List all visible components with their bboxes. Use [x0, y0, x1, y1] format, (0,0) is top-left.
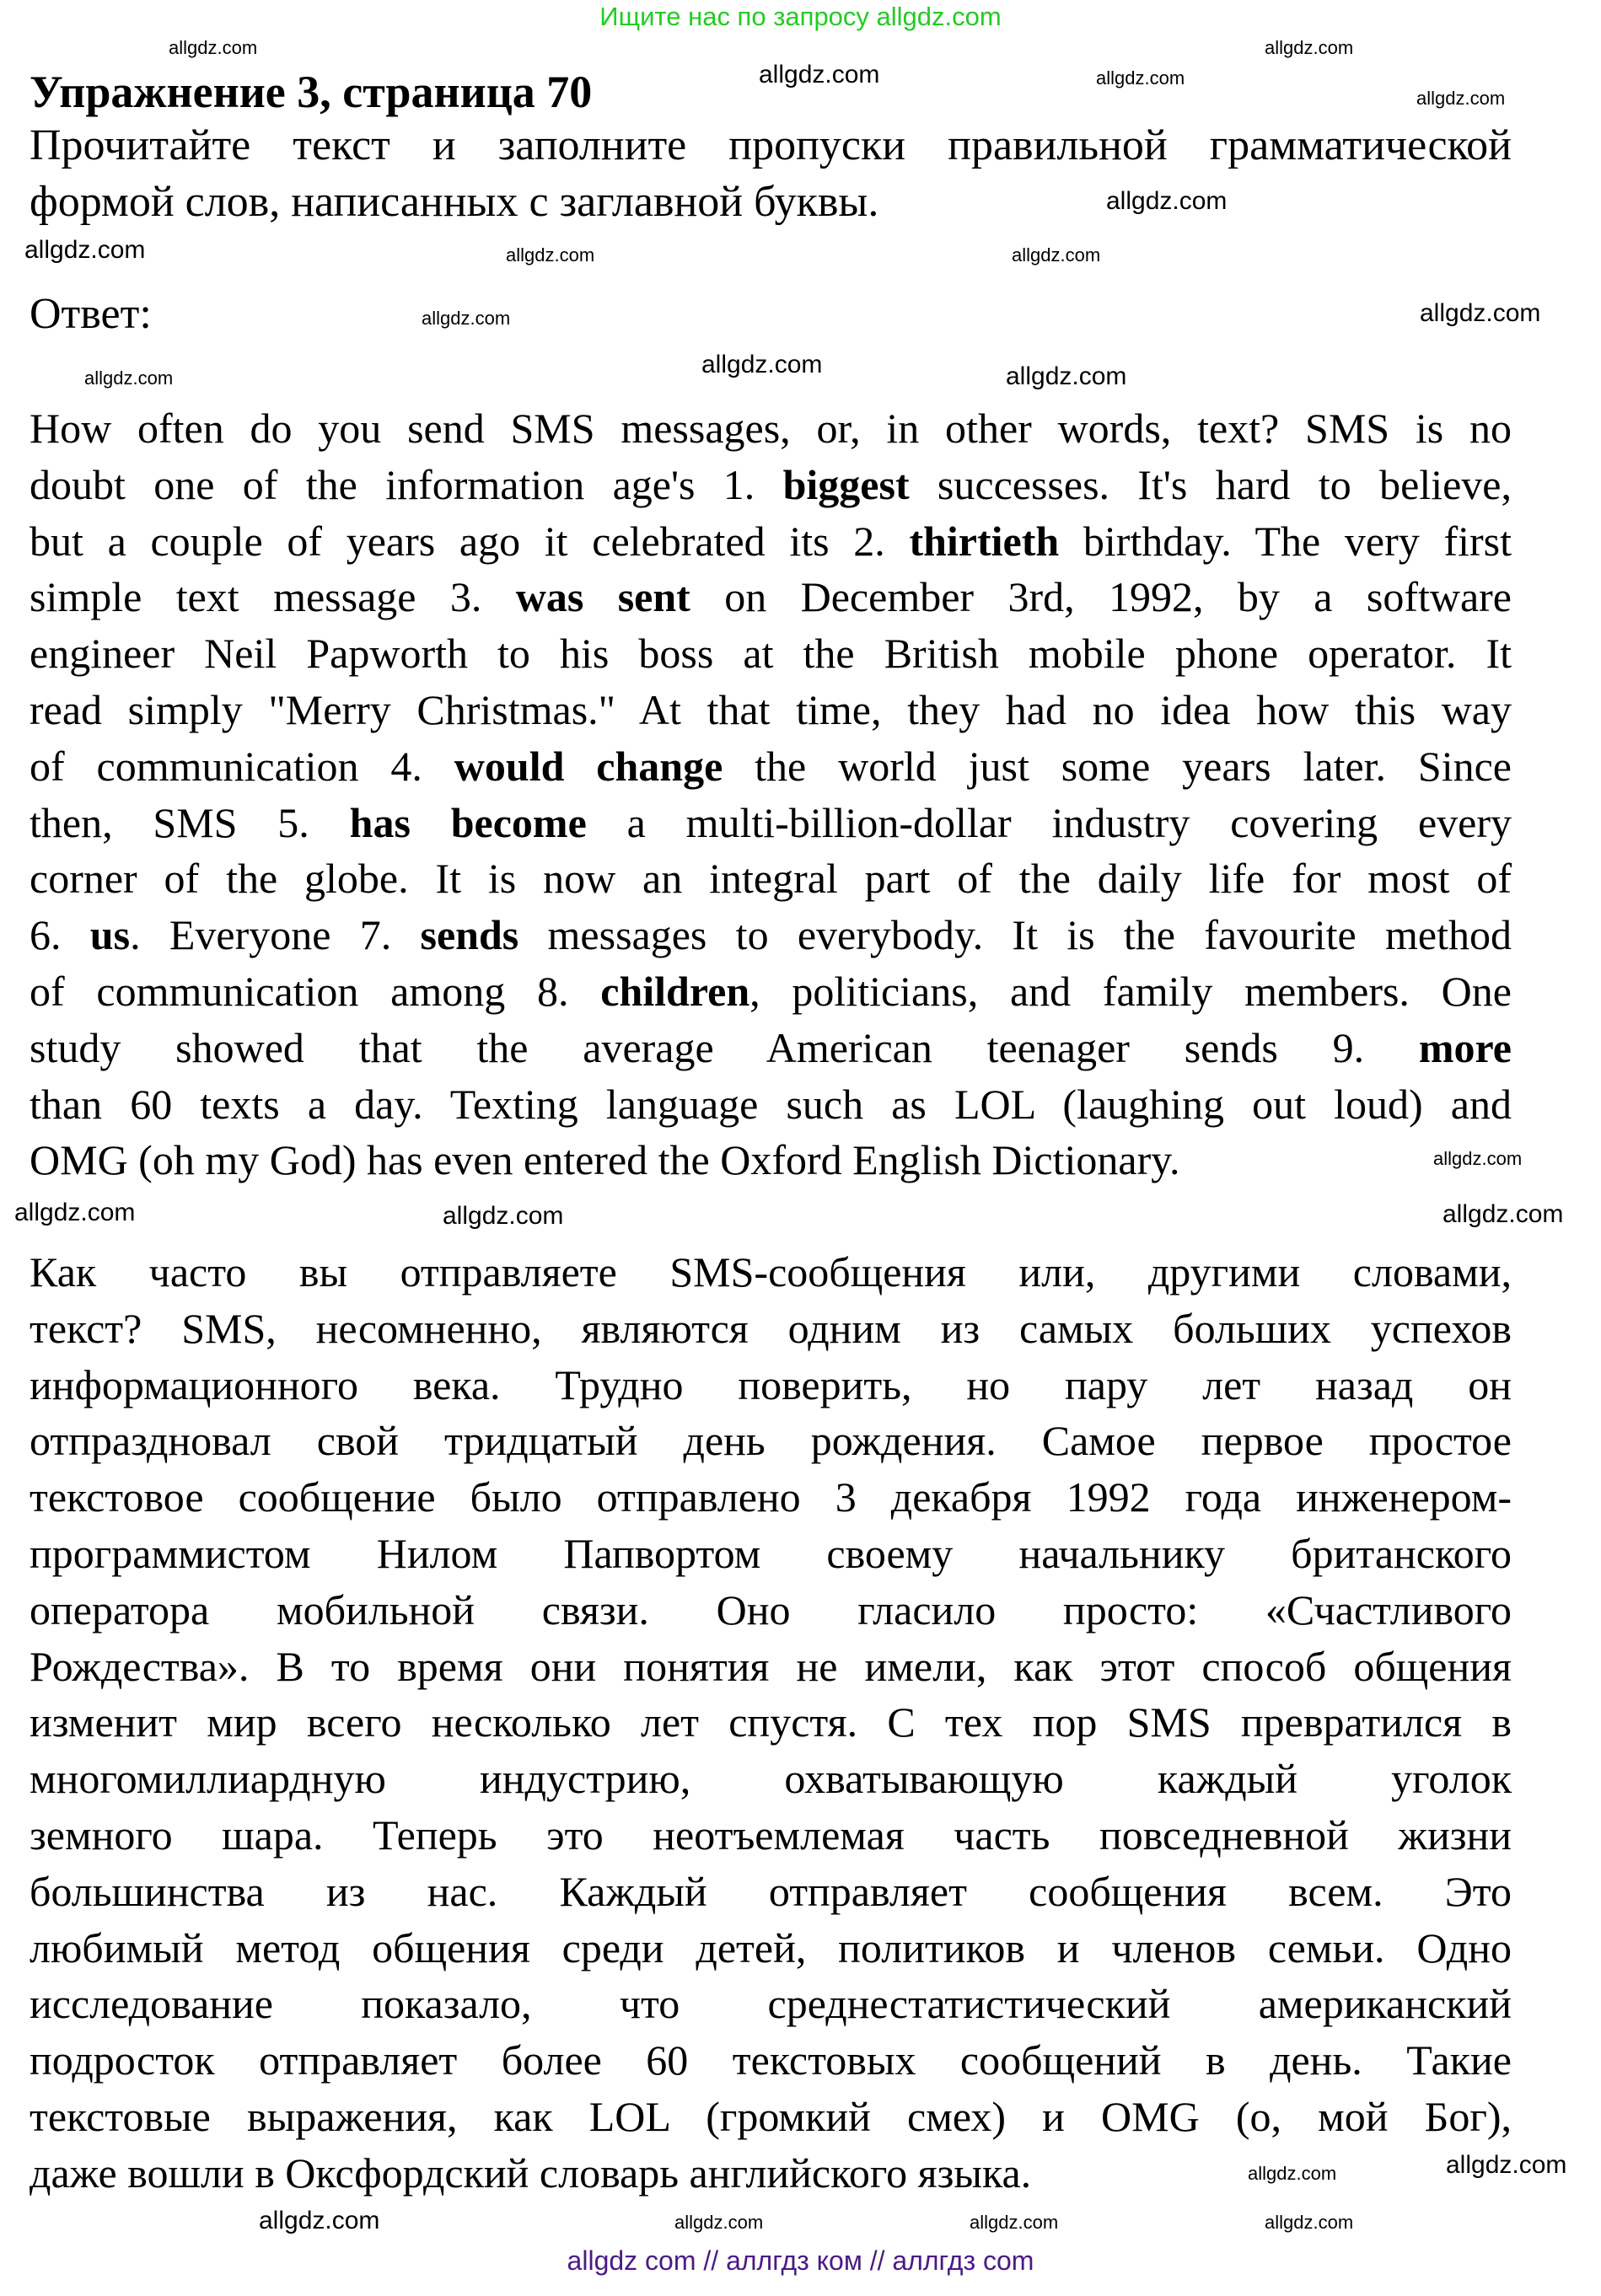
- text-line: [30, 1244, 1512, 1301]
- text-segment: , politicians, and family members. One: [749, 967, 1512, 1015]
- russian-translation-text: [30, 1244, 1512, 2202]
- text-line-content: [30, 457, 1512, 513]
- text-segment: of communication 4.: [30, 742, 454, 790]
- watermark: allgdz.com: [1265, 37, 1354, 58]
- text-line-content: [30, 569, 1512, 625]
- text-segment: corner of the globe. It is now an integral part of the daily life for most of: [30, 855, 1512, 903]
- text-line-content: [30, 625, 1512, 682]
- text-segment: текстовое сообщение было отправлено 3 декабря 1992 года инженером-: [30, 1473, 1512, 1521]
- text-segment: исследование показало, что среднестатистический американский: [30, 1980, 1512, 2028]
- text-segment: study showed that the average American teenager sends 9.: [30, 1023, 1419, 1071]
- text-segment: OMG (oh my God) has even entered the Oxford English Dictionary.: [30, 1136, 1180, 1184]
- watermark: allgdz.com: [506, 244, 595, 266]
- text-segment: successes. It's hard to believe,: [909, 460, 1512, 508]
- text-line-content: [30, 963, 1512, 1020]
- answer-word: would change: [454, 742, 723, 790]
- text-segment: on December 3rd, 1992, by a software: [690, 573, 1512, 621]
- text-line: [30, 1976, 1512, 2032]
- watermark: allgdz.com: [14, 1199, 136, 1226]
- text-line: [30, 457, 1512, 513]
- text-line: [30, 963, 1512, 1020]
- text-line-content: [30, 1076, 1512, 1133]
- answer-label: Ответ:: [30, 290, 152, 338]
- text-line-content: [30, 1639, 1512, 1695]
- text-line: [30, 400, 1512, 457]
- answer-word: more: [1418, 1023, 1512, 1071]
- text-segment: программистом Нилом Папвортом своему начальнику британского: [30, 1529, 1512, 1577]
- text-line-content: [30, 1864, 1512, 1920]
- text-segment: engineer Neil Papworth to his boss at the British mobile phone operator. It: [30, 630, 1512, 678]
- watermark: allgdz.com: [701, 351, 823, 378]
- footer-links[interactable]: allgdz com // аллгдз ком // аллгдз com: [567, 2245, 1034, 2276]
- text-segment: doubt one of the information age's 1.: [30, 460, 783, 508]
- text-line: [30, 174, 1512, 231]
- text-line: [30, 1020, 1512, 1076]
- watermark: allgdz.com: [1443, 1200, 1564, 1228]
- text-line-content: [30, 1582, 1512, 1639]
- text-segment: birthday. The very first: [1059, 517, 1512, 565]
- watermark: allgdz.com: [422, 308, 511, 329]
- text-line: [30, 1751, 1512, 1807]
- watermark: allgdz.com: [759, 61, 880, 89]
- text-line-content: [30, 795, 1512, 851]
- watermark: allgdz.com: [1106, 187, 1228, 215]
- text-segment: but a couple of years ago it celebrated its 2.: [30, 517, 910, 565]
- text-line: [30, 2089, 1512, 2145]
- text-segment: Как часто вы отправляете SMS-сообщения или, другими словами,: [30, 1248, 1512, 1296]
- text-line: [30, 1469, 1512, 1526]
- text-line: [30, 1864, 1512, 1920]
- text-segment: любимый метод общения среди детей, политиков и членов семьи. Одно: [30, 1923, 1512, 1971]
- answer-word: was sent: [515, 573, 690, 621]
- text-segment: . Everyone 7.: [130, 911, 421, 959]
- text-line: [30, 513, 1512, 570]
- watermark: allgdz.com: [259, 2207, 380, 2234]
- text-line: [30, 118, 1512, 174]
- text-line-content: [30, 907, 1512, 963]
- text-line: [30, 1301, 1512, 1357]
- text-line: [30, 1920, 1512, 1977]
- answer-word: thirtieth: [909, 517, 1060, 565]
- text-line-content: [30, 513, 1512, 570]
- text-line-content: [30, 1976, 1512, 2032]
- text-line: [30, 1357, 1512, 1414]
- watermark: allgdz.com: [1416, 88, 1506, 109]
- watermark: allgdz.com: [24, 236, 146, 264]
- text-segment: messages to everybody. It is the favourite method: [518, 911, 1512, 959]
- text-line-content: [30, 2145, 1031, 2202]
- text-line-content: [30, 850, 1512, 907]
- text-segment: the world just some years later. Since: [723, 742, 1512, 790]
- text-segment: информационного века. Трудно поверить, но пару лет назад он: [30, 1360, 1512, 1408]
- text-line-content: [30, 2032, 1512, 2089]
- text-line: [30, 625, 1512, 682]
- text-segment: 6.: [30, 911, 90, 959]
- text-line: [30, 1413, 1512, 1469]
- text-line-content: [30, 1751, 1512, 1807]
- text-line: [30, 682, 1512, 738]
- instruction-text: [30, 118, 1512, 231]
- text-line: [30, 795, 1512, 851]
- answer-word: sends: [420, 911, 519, 959]
- top-banner-link[interactable]: Ищите нас по запросу allgdz.com: [599, 2, 1002, 31]
- text-segment: How often do you send SMS messages, or, in other words, text? SMS is no: [30, 405, 1512, 452]
- text-segment: a multi-billion-dollar industry covering every: [586, 798, 1512, 846]
- text-line: [30, 1807, 1512, 1864]
- text-line: [30, 1582, 1512, 1639]
- text-line-content: [30, 1920, 1512, 1977]
- answer-word: children: [600, 967, 750, 1015]
- text-line: [30, 907, 1512, 963]
- watermark: allgdz.com: [674, 2212, 764, 2233]
- english-answer-text: [30, 400, 1512, 1188]
- text-line-content: [30, 1132, 1179, 1188]
- watermark: allgdz.com: [1446, 2151, 1567, 2179]
- text-line: [30, 1076, 1512, 1133]
- text-segment: of communication among 8.: [30, 967, 601, 1015]
- watermark: allgdz.com: [169, 37, 258, 58]
- text-segment: большинства из нас. Каждый отправляет сообщения всем. Это: [30, 1867, 1512, 1915]
- text-line-content: [30, 1469, 1512, 1526]
- text-line: [30, 569, 1512, 625]
- text-segment: текстовые выражения, как LOL (громкий смех) и OMG (о, мой Бог),: [30, 2092, 1512, 2140]
- text-line-content: [30, 174, 878, 231]
- text-segment: формой слов, написанных с заглавной буквы.: [30, 177, 879, 226]
- text-line-content: [30, 1020, 1512, 1076]
- text-line-content: [30, 1357, 1512, 1414]
- text-segment: даже вошли в Оксфордский словарь английского языка.: [30, 2148, 1032, 2197]
- text-line-content: [30, 1413, 1512, 1469]
- text-segment: изменит мир всего несколько лет спустя. С тех пор SMS превратился в: [30, 1698, 1512, 1746]
- watermark: allgdz.com: [970, 2212, 1059, 2233]
- text-segment: подросток отправляет более 60 текстовых сообщений в день. Такие: [30, 2036, 1512, 2084]
- text-line-content: [30, 1526, 1512, 1582]
- text-segment: than 60 texts a day. Texting language such as LOL (laughing out loud) and: [30, 1080, 1512, 1128]
- answer-word: biggest: [782, 460, 910, 508]
- watermark: allgdz.com: [1006, 362, 1127, 390]
- text-line: [30, 2032, 1512, 2089]
- text-segment: текст? SMS, несомненно, являются одним из самых больших успехов: [30, 1304, 1512, 1352]
- text-line-content: [30, 738, 1512, 795]
- text-line: [30, 1694, 1512, 1751]
- text-segment: then, SMS 5.: [30, 798, 350, 846]
- text-line: [30, 1132, 1512, 1188]
- text-line-content: [30, 682, 1512, 738]
- text-line-content: [30, 2089, 1512, 2145]
- text-line: [30, 1639, 1512, 1695]
- watermark: allgdz.com: [1096, 67, 1185, 89]
- text-line: [30, 850, 1512, 907]
- text-segment: simple text message 3.: [30, 573, 516, 621]
- answer-word: has become: [349, 798, 587, 846]
- text-line-content: [30, 1694, 1512, 1751]
- text-segment: многомиллиардную индустрию, охватывающую каждый уголок: [30, 1755, 1512, 1803]
- text-line-content: [30, 118, 1512, 174]
- text-line-content: [30, 400, 1512, 457]
- answer-word: us: [89, 911, 131, 959]
- text-segment: Рождества». В то время они понятия не имели, как этот способ общения: [30, 1642, 1512, 1690]
- text-line-content: [30, 1807, 1512, 1864]
- text-line: [30, 738, 1512, 795]
- exercise-title: Упражнение 3, страница 70: [30, 67, 593, 117]
- watermark: allgdz.com: [1420, 299, 1541, 327]
- watermark: allgdz.com: [1433, 1148, 1523, 1169]
- watermark: allgdz.com: [84, 367, 174, 389]
- watermark: allgdz.com: [1265, 2212, 1354, 2233]
- text-segment: земного шара. Теперь это неотъемлемая часть повседневной жизни: [30, 1811, 1512, 1859]
- watermark: allgdz.com: [443, 1202, 564, 1230]
- text-line-content: [30, 1301, 1512, 1357]
- watermark: allgdz.com: [1012, 244, 1101, 266]
- text-line: [30, 1526, 1512, 1582]
- text-segment: Прочитайте текст и заполните пропуски правильной грамматической: [30, 121, 1512, 169]
- text-line-content: [30, 1244, 1512, 1301]
- text-segment: оператора мобильной связи. Оно гласило просто: «Счастливого: [30, 1585, 1512, 1633]
- text-segment: read simply "Merry Christmas." At that time, they had no idea how this way: [30, 685, 1512, 733]
- watermark: allgdz.com: [1248, 2163, 1337, 2184]
- text-segment: отпраздновал свой тридцатый день рождения. Самое первое простое: [30, 1417, 1512, 1465]
